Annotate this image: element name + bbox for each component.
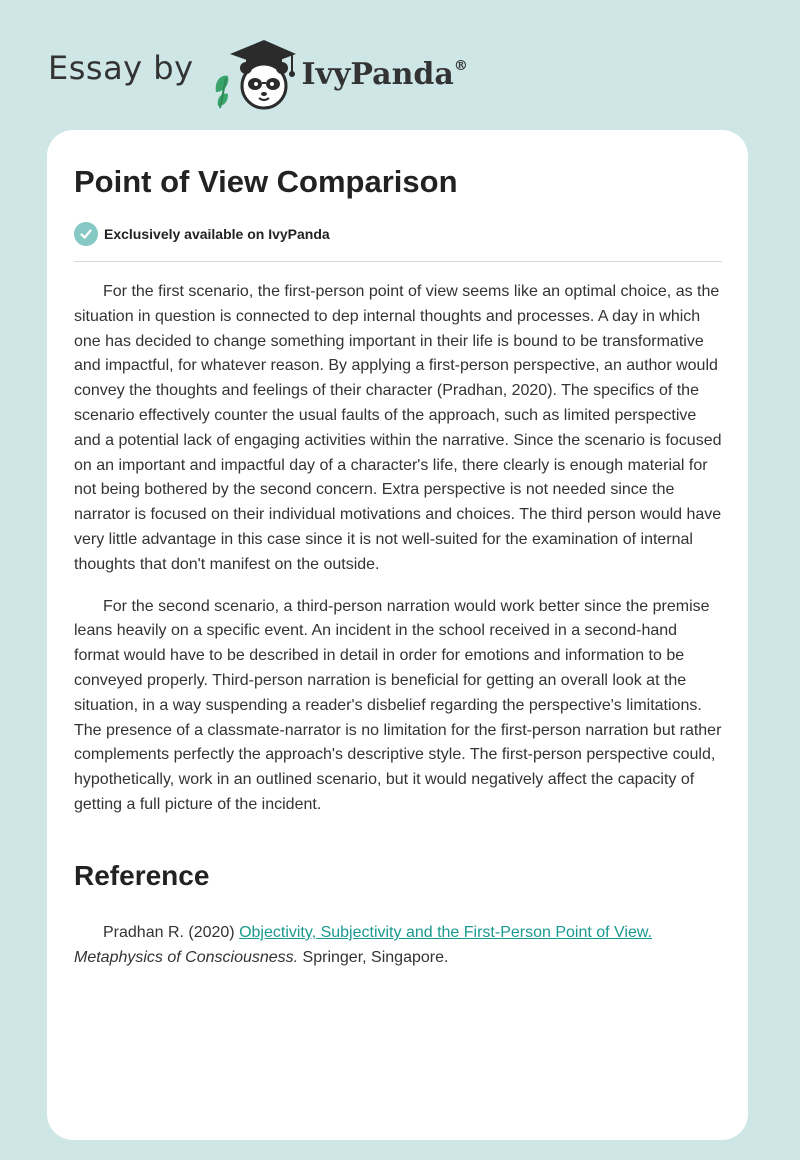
registered-mark: ® [453, 57, 468, 74]
reference-heading: Reference [74, 860, 210, 891]
check-icon [74, 222, 98, 246]
reference-author: Pradhan R. (2020) [103, 924, 240, 941]
reference-publisher: Springer, Singapore. [298, 949, 449, 966]
reference-link[interactable]: Objectivity, Subjectivity and the First-Person Point of View. [239, 924, 652, 941]
essay-card [47, 130, 748, 1140]
site-header [48, 32, 508, 112]
panda-logo-icon[interactable] [208, 32, 298, 112]
exclusive-badge [74, 222, 330, 246]
brand-text: IvyPanda [301, 56, 454, 92]
paragraph: For the first scenario, the first-person point of view seems like an optimal choice, as the situation in question is connected to dep internal thoughts and processes. A day in which one has decided to change something important in their life is bound to be transformative and impactful, for whatever reason. By applying a first-person perspective, an author would convey the thoughts and feelings of their character (Pradhan, 2020). The specifics of the scenario effectively counter the usual faults of the approach, such as limited perspective and a potential lack of engaging activities within the narrative. Since the scenario is focused on an important and impactful day of a character's life, there clearly is enough material for not being bothered by the second concern. Extra perspective is not needed since the narrator is focused on their individual motivations and choices. The third person would have very little advantage in this case since it is not well-suited for the examination of internal thoughts that don't manifest on the outside. [74, 283, 722, 573]
essay-by-label: Essay by [48, 49, 194, 87]
reference-entry [74, 920, 724, 970]
exclusive-badge-label: Exclusively available on IvyPanda [104, 226, 330, 242]
essay-body [74, 280, 724, 835]
paragraph: For the second scenario, a third-person narration would work better since the premise leans heavily on a specific event. An incident in the school received in a second-hand format would have to be described in detail in order for emotions and information to be conveyed properly. Third-person narration is beneficial for getting an overall look at the situation, in a way suspending a reader's disbelief regarding the perspective's limitations. The presence of a classmate-narrator is no limitation for the first-person narration but rather complements perfectly the approach's descriptive style. The first-person perspective could, hypothetically, work in an outlined scenario, but it would negatively affect the capacity of getting a full picture of the incident. [74, 597, 722, 813]
reference-journal: Metaphysics of Consciousness. [74, 949, 299, 966]
page-title: Point of View Comparison [74, 164, 458, 199]
divider [74, 261, 722, 262]
brand-name[interactable] [302, 57, 468, 92]
